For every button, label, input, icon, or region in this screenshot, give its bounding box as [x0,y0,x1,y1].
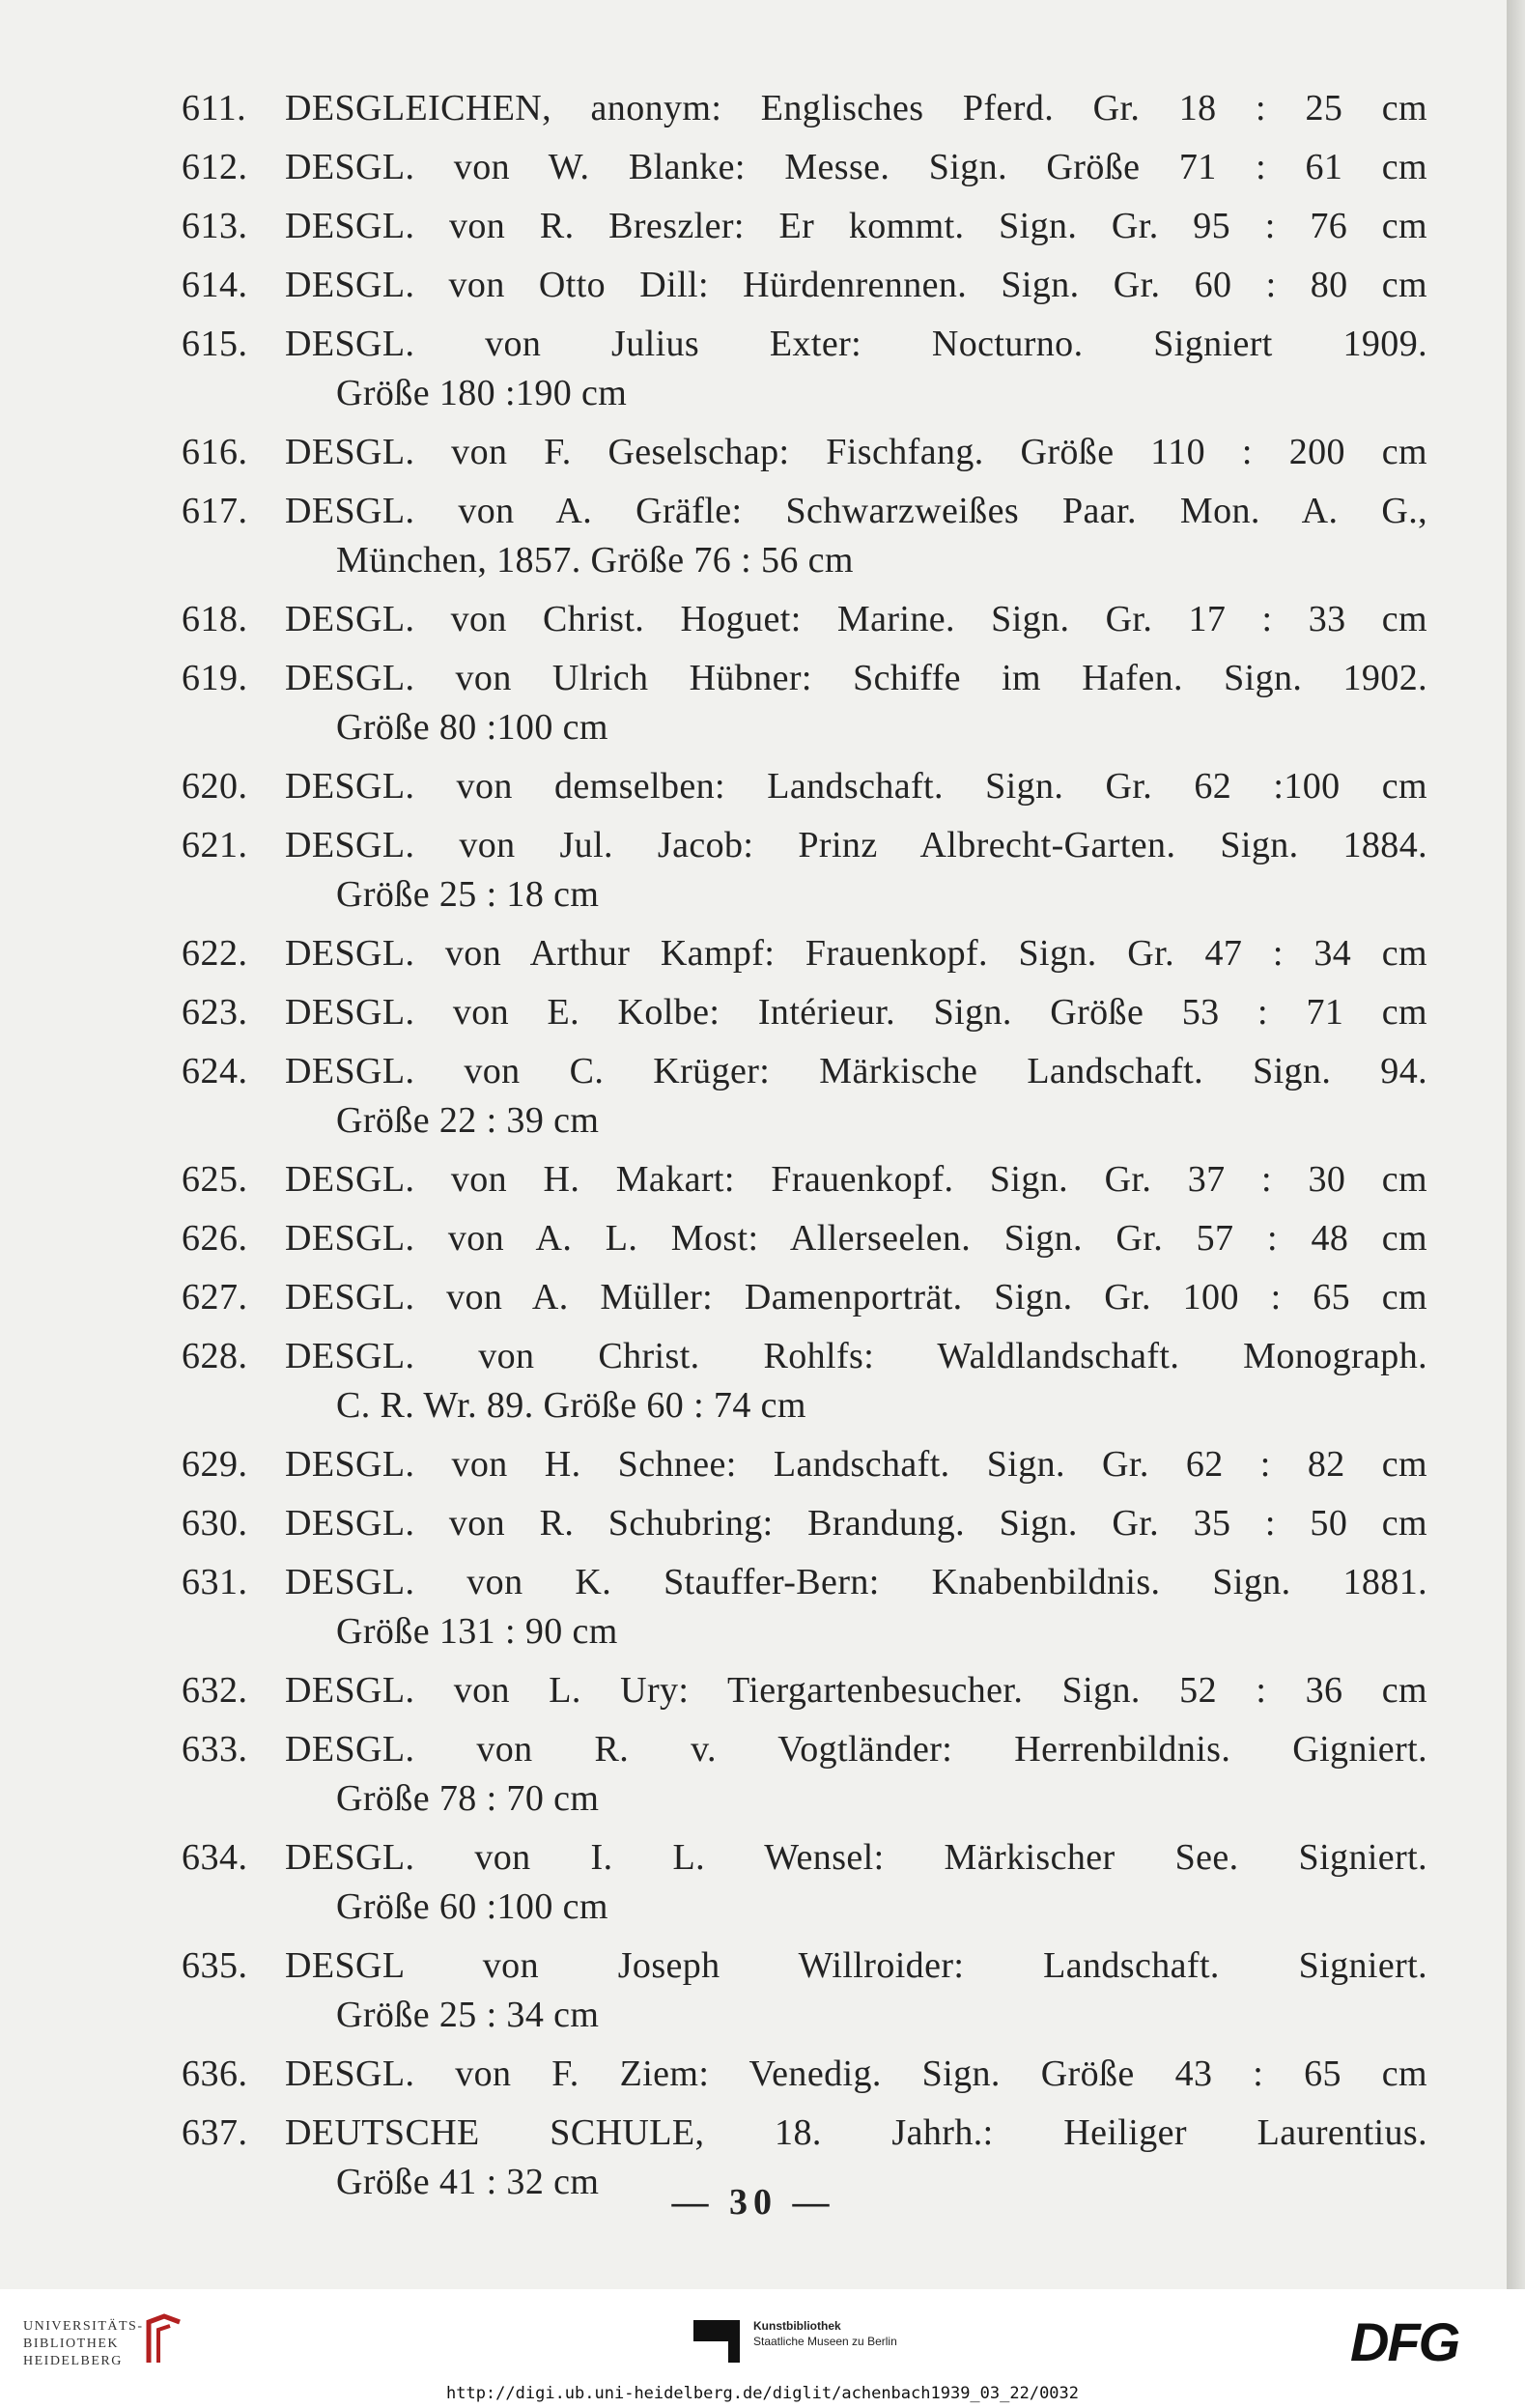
uni-heidelberg-logo-icon [143,2312,185,2366]
entry-number: 623. [182,992,248,1033]
entry-continuation: Größe 78 : 70 cm [336,1778,600,1819]
entry-number: 613. [182,206,248,246]
catalog-entries [182,83,1427,2216]
catalog-entry [182,1941,1427,2041]
entry-number: 618. [182,599,248,639]
entry-number: 631. [182,1562,248,1602]
catalog-entry [182,427,1427,478]
catalog-entry [182,1557,1427,1657]
footer [0,2289,1525,2408]
entry-description: DESGL. von E. Kolbe: Intérieur. Sign. Größe 53 : 71 cm [285,992,1427,1033]
entry-description: DESGLEICHEN, anonym: Englisches Pferd. Gr. 18 : 25 cm [285,88,1427,128]
catalog-entry [182,594,1427,645]
entry-number: 637. [182,2112,248,2153]
catalog-entry [182,1331,1427,1431]
entry-description: DESGL. von Christ. Hoguet: Marine. Sign. Gr. 17 : 33 cm [285,599,1427,639]
entry-continuation: Größe 25 : 34 cm [336,1995,600,2035]
entry-description: DESGL. von A. L. Most: Allerseelen. Sign. Gr. 57 : 48 cm [285,1218,1427,1259]
catalog-entry [182,987,1427,1038]
entry-description: DESGL. von W. Blanke: Messe. Sign. Größe 71 : 61 cm [285,147,1427,187]
entry-description: DESGL. von R. v. Vogtländer: Herrenbildnis. Gigniert. [285,1729,1427,1770]
catalog-entry [182,83,1427,134]
entry-number: 616. [182,432,248,472]
entry-description: DESGL. von Jul. Jacob: Prinz Albrecht-Garten. Sign. 1884. [285,825,1427,865]
entry-description: DESGL. von A. Müller: Damenporträt. Sign. Gr. 100 : 65 cm [285,1277,1427,1317]
entry-number: 615. [182,324,248,364]
dfg-logo: DFG [1350,2311,1459,2372]
catalog-entry [182,1154,1427,1205]
catalog-entry [182,1832,1427,1933]
entry-number: 622. [182,933,248,974]
entry-continuation: Größe 131 : 90 cm [336,1611,618,1652]
kunstbibliothek-logo-icon [692,2312,742,2370]
entry-description: DESGL. von H. Schnee: Landschaft. Sign. Gr. 62 : 82 cm [285,1444,1427,1485]
entry-number: 612. [182,147,248,187]
catalog-entry [182,486,1427,586]
entry-number: 629. [182,1444,248,1485]
page-number: — 30 — [671,2182,835,2223]
catalog-entry [182,319,1427,419]
catalog-entry [182,820,1427,921]
catalog-entry [182,1665,1427,1716]
entry-description: DESGL. von Arthur Kampf: Frauenkopf. Sign. Gr. 47 : 34 cm [285,933,1427,974]
entry-number: 636. [182,2054,248,2094]
entry-description: DESGL. von L. Ury: Tiergartenbesucher. Sign. 52 : 36 cm [285,1670,1427,1711]
kunstbibliothek-label: Kunstbibliothek Staatliche Museen zu Berlin [753,2319,897,2348]
catalog-entry [182,1724,1427,1825]
catalog-entry [182,1272,1427,1323]
entry-description: DESGL. von Christ. Rohlfs: Waldlandschaft. Monograph. [285,1336,1427,1376]
entry-description: DESGL. von H. Makart: Frauenkopf. Sign. Gr. 37 : 30 cm [285,1159,1427,1200]
entry-description: DESGL. von R. Schubring: Brandung. Sign. Gr. 35 : 50 cm [285,1503,1427,1544]
catalog-entry [182,653,1427,753]
entry-number: 624. [182,1051,248,1091]
catalog-entry [182,928,1427,979]
entry-description: DESGL von Joseph Willroider: Landschaft. Signiert. [285,1945,1427,1986]
entry-number: 619. [182,658,248,698]
entry-continuation: Größe 80 :100 cm [336,707,608,748]
entry-number: 620. [182,766,248,807]
entry-description: DEUTSCHE SCHULE, 18. Jahrh.: Heiliger Laurentius. [285,2112,1427,2153]
entry-continuation: Größe 22 : 39 cm [336,1100,600,1141]
catalog-entry [182,260,1427,311]
entry-description: DESGL. von A. Gräfle: Schwarzweißes Paar. Mon. A. G., [285,491,1427,531]
entry-number: 625. [182,1159,248,1200]
catalog-entry [182,1046,1427,1147]
entry-description: DESGL. von Otto Dill: Hürdenrennen. Sign. Gr. 60 : 80 cm [285,265,1427,305]
entry-continuation: München, 1857. Größe 76 : 56 cm [336,540,854,581]
entry-description: DESGL. von I. L. Wensel: Märkischer See. Signiert. [285,1837,1427,1878]
entry-number: 626. [182,1218,248,1259]
page-edge [1507,0,1525,2289]
entry-number: 632. [182,1670,248,1711]
catalog-entry [182,1213,1427,1264]
entry-description: DESGL. von F. Ziem: Venedig. Sign. Größe 43 : 65 cm [285,2054,1427,2094]
catalog-entry [182,761,1427,812]
university-library-label: UNIVERSITÄTS- BIBLIOTHEK HEIDELBERG [23,2319,144,2368]
entry-number: 635. [182,1945,248,1986]
entry-continuation: Größe 60 :100 cm [336,1886,608,1927]
source-url[interactable]: http://digi.ub.uni-heidelberg.de/diglit/achenbach1939_03_22/0032 [445,2384,1080,2403]
entry-description: DESGL. von F. Geselschap: Fischfang. Größe 110 : 200 cm [285,432,1427,472]
entry-number: 621. [182,825,248,865]
entry-continuation: Größe 25 : 18 cm [336,874,600,915]
entry-number: 628. [182,1336,248,1376]
entry-number: 614. [182,265,248,305]
entry-description: DESGL. von Ulrich Hübner: Schiffe im Hafen. Sign. 1902. [285,658,1427,698]
entry-description: DESGL. von demselben: Landschaft. Sign. Gr. 62 :100 cm [285,766,1427,807]
entry-number: 627. [182,1277,248,1317]
catalog-entry [182,201,1427,252]
entry-number: 633. [182,1729,248,1770]
entry-continuation: Größe 180 :190 cm [336,373,628,413]
catalog-entry [182,1439,1427,1490]
entry-continuation: Größe 41 : 32 cm [336,2162,600,2202]
entry-description: DESGL. von R. Breszler: Er kommt. Sign. Gr. 95 : 76 cm [285,206,1427,246]
catalog-entry [182,2049,1427,2100]
entry-description: DESGL. von C. Krüger: Märkische Landschaft. Sign. 94. [285,1051,1427,1091]
entry-number: 630. [182,1503,248,1544]
entry-continuation: C. R. Wr. 89. Größe 60 : 74 cm [336,1385,806,1426]
entry-number: 617. [182,491,248,531]
entry-number: 634. [182,1837,248,1878]
catalog-entry [182,1498,1427,1549]
entry-description: DESGL. von Julius Exter: Nocturno. Signiert 1909. [285,324,1427,364]
entry-number: 611. [182,88,247,128]
entry-description: DESGL. von K. Stauffer-Bern: Knabenbildnis. Sign. 1881. [285,1562,1427,1602]
catalog-entry [182,142,1427,193]
